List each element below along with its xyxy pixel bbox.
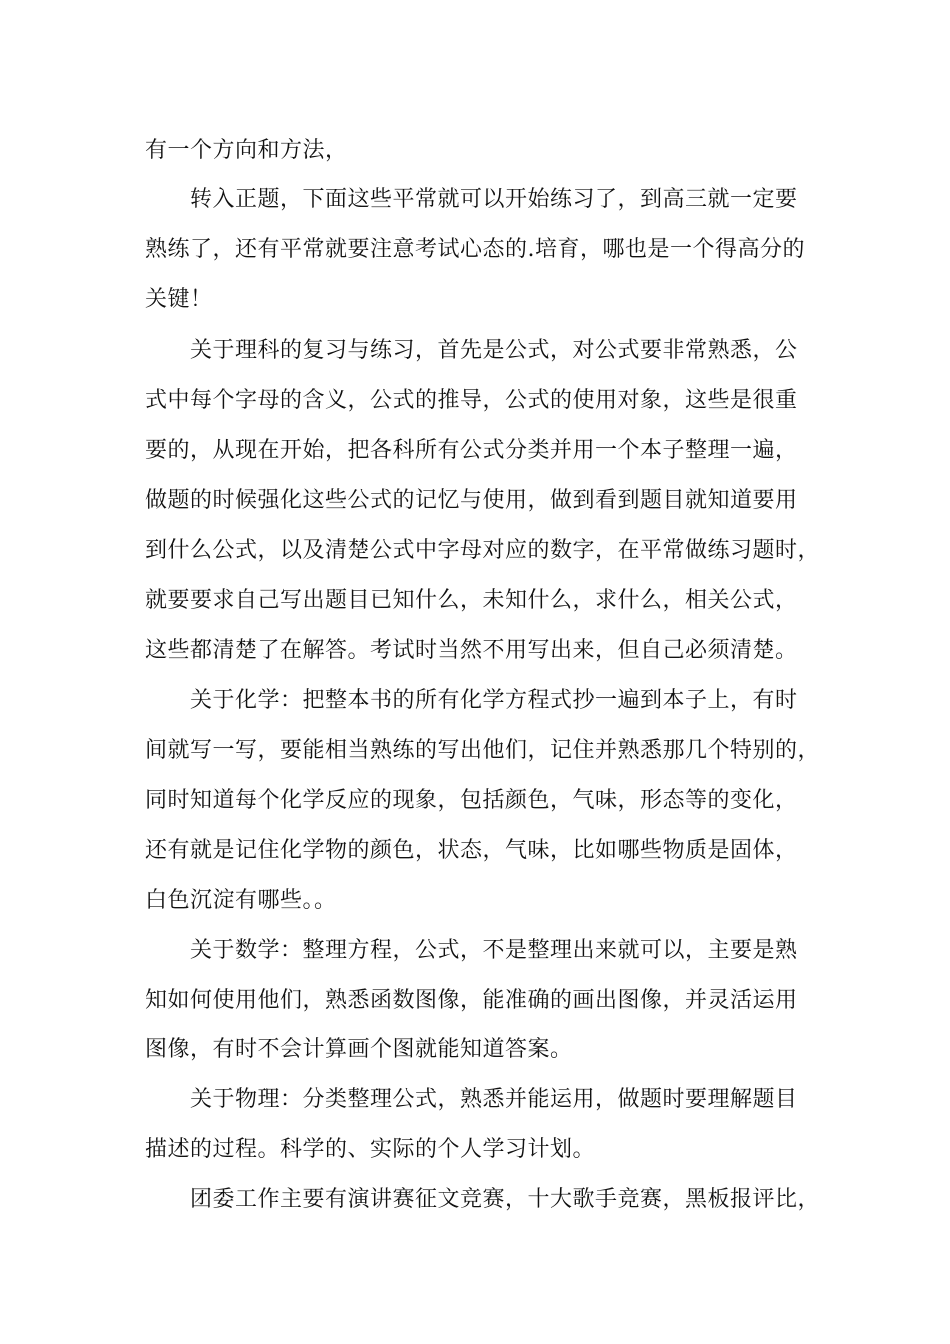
text-line-18: 知如何使用他们，熟悉函数图像，能准确的画出图像，并灵活运用 — [145, 988, 798, 1013]
text-line-6: 式中每个字母的含义，公式的推导，公式的使用对象，这些是很重 — [145, 388, 798, 413]
text-line-22: 团委工作主要有演讲赛征文竞赛，十大歌手竞赛，黑板报评比， — [190, 1187, 821, 1212]
text-line-10: 就要要求自己写出题目已知什么，未知什么，求什么，相关公式， — [145, 588, 798, 613]
text-line-2: 转入正题，下面这些平常就可以开始练习了，到高三就一定要 — [190, 187, 798, 212]
text-line-21: 描述的过程。科学的、实际的个人学习计划。 — [145, 1137, 596, 1162]
text-line-17: 关于数学：整理方程，公式，不是整理出来就可以，主要是熟 — [190, 938, 798, 963]
text-line-3: 熟练了，还有平常就要注意考试心态的.培育，哪也是一个得高分的 — [145, 237, 805, 262]
text-line-4: 关键！ — [145, 287, 213, 312]
text-line-8: 做题的时候强化这些公式的记忆与使用，做到看到题目就知道要用 — [145, 488, 798, 513]
text-line-19: 图像，有时不会计算画个图就能知道答案。 — [145, 1037, 573, 1062]
text-line-13: 间就写一写，要能相当熟练的写出他们，记住并熟悉那几个特别的， — [145, 738, 821, 763]
text-line-1: 有一个方向和方法， — [145, 138, 348, 163]
text-line-14: 同时知道每个化学反应的现象，包括颜色，气味，形态等的变化， — [145, 788, 798, 813]
text-line-15: 还有就是记住化学物的颜色，状态，气味，比如哪些物质是固体， — [145, 838, 798, 863]
text-line-5: 关于理科的复习与练习，首先是公式，对公式要非常熟悉，公 — [190, 338, 798, 363]
text-line-9: 到什么公式，以及清楚公式中字母对应的数字，在平常做练习题时， — [145, 538, 821, 563]
text-line-7: 要的，从现在开始，把各科所有公式分类并用一个本子整理一遍， — [145, 438, 798, 463]
text-line-11: 这些都清楚了在解答。考试时当然不用写出来，但自己必须清楚。 — [145, 638, 798, 663]
text-line-16: 白色沉淀有哪些。。 — [145, 888, 337, 913]
text-line-20: 关于物理：分类整理公式，熟悉并能运用，做题时要理解题目 — [190, 1087, 798, 1112]
text-line-12: 关于化学：把整本书的所有化学方程式抄一遍到本子上，有时 — [190, 688, 798, 713]
